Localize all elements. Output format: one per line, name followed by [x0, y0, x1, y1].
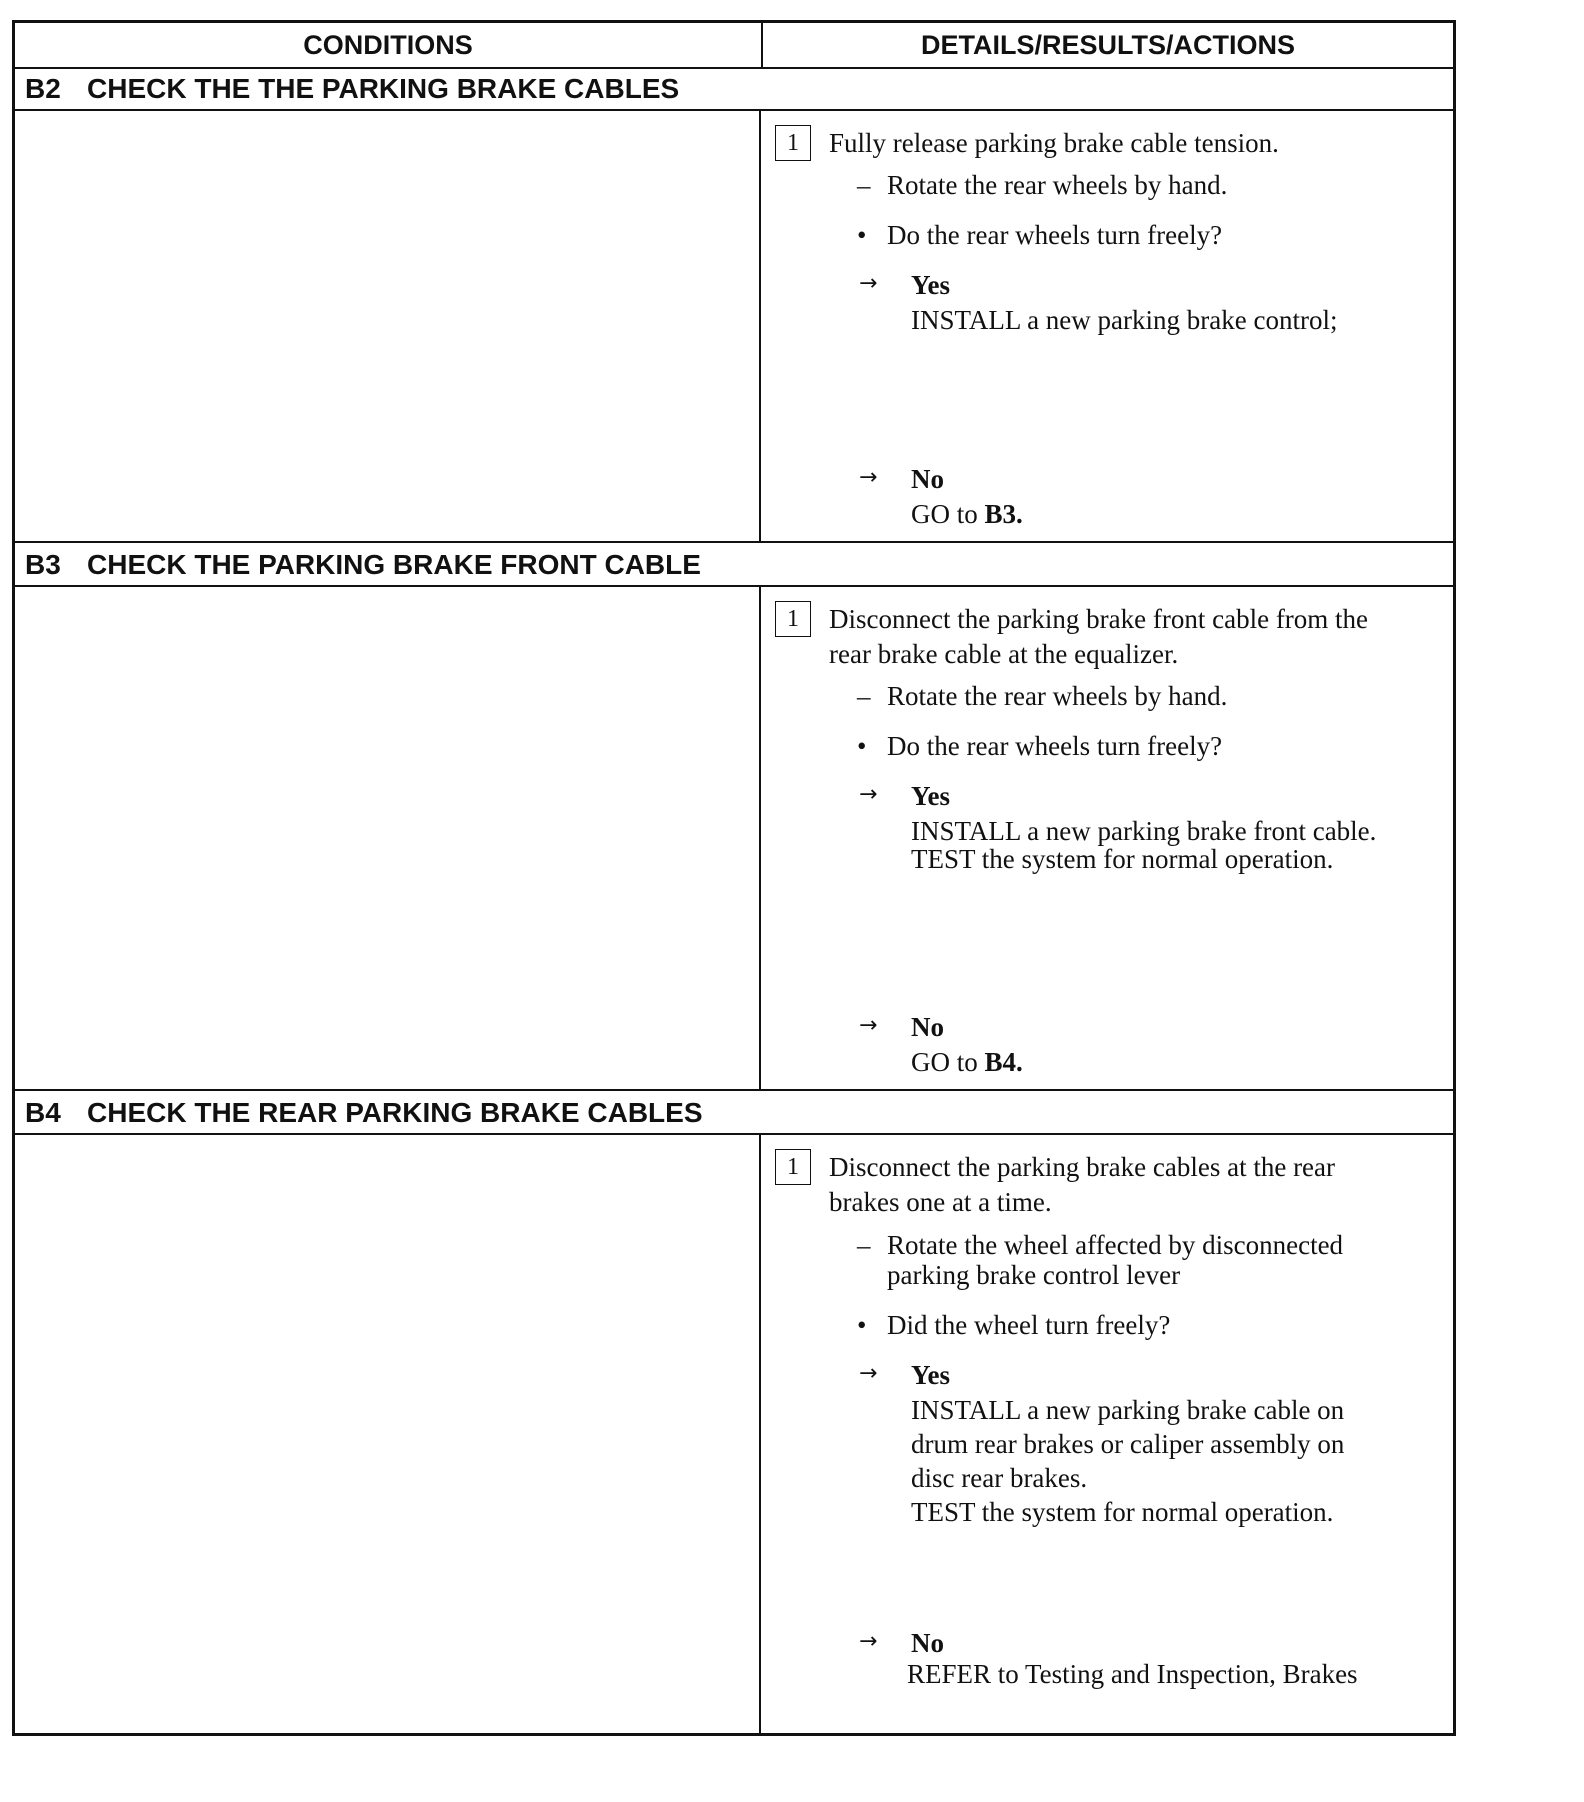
details-header: DETAILS/RESULTS/ACTIONS: [761, 23, 1453, 67]
dash-text-line-2: parking brake control lever: [887, 1260, 1181, 1290]
details-cell: [761, 587, 1453, 1089]
no-arrow-icon: →: [859, 1013, 878, 1038]
diagnostic-table: [12, 20, 1456, 1736]
yes-text-line-3: disc rear brakes.: [911, 1463, 1088, 1493]
section-title-b2: [15, 67, 1453, 111]
no-arrow-icon: →: [859, 1629, 878, 1654]
question-bullet: •: [857, 1310, 867, 1340]
conditions-cell: [15, 587, 761, 1089]
dash-bullet: –: [857, 170, 871, 200]
no-text: [907, 1658, 1358, 1691]
section-title-b3: [15, 543, 1453, 587]
section-title-text: CHECK THE PARKING BRAKE FRONT CABLE: [87, 549, 701, 580]
section-title-b4: [15, 1091, 1453, 1135]
yes-label: Yes: [911, 270, 950, 300]
yes-text-line-4: TEST the system for normal operation.: [911, 1497, 1334, 1527]
yes-arrow-icon: →: [859, 782, 878, 807]
section-body-b2: [15, 111, 1453, 543]
step-number-box: 1: [775, 601, 811, 637]
dash-text-line-1: Rotate the wheel affected by disconnected: [887, 1230, 1344, 1260]
no-text: [911, 498, 1023, 531]
question-bullet: •: [857, 220, 867, 250]
section-id: B4: [25, 1097, 61, 1128]
no-ref: B4.: [984, 1047, 1023, 1077]
section-title-text: CHECK THE REAR PARKING BRAKE CABLES: [87, 1097, 703, 1128]
step-text: Fully release parking brake cable tension.: [829, 128, 1279, 158]
step-number-box: 1: [775, 1149, 811, 1185]
question-text: Do the rear wheels turn freely?: [887, 220, 1223, 250]
section-id: B2: [25, 73, 61, 104]
yes-text-line-2: TEST the system for normal operation.: [911, 844, 1334, 874]
dash-bullet: –: [857, 1230, 871, 1260]
details-cell: [761, 1135, 1453, 1733]
no-prefix: GO to: [911, 1047, 985, 1077]
yes-label: Yes: [911, 1360, 950, 1390]
step-text-line-2: brakes one at a time.: [829, 1187, 1052, 1217]
dash-text: Rotate the rear wheels by hand.: [887, 170, 1228, 200]
no-label: No: [911, 1628, 944, 1658]
question-text: Do the rear wheels turn freely?: [887, 731, 1223, 761]
section-body-b3: [15, 587, 1453, 1091]
table-header: [15, 23, 1453, 69]
dash-text: Rotate the rear wheels by hand.: [887, 681, 1228, 711]
no-label: No: [911, 1012, 944, 1042]
step-text-line-1: Disconnect the parking brake front cable from the: [829, 604, 1369, 634]
no-prefix: GO to: [911, 499, 985, 529]
yes-label: Yes: [911, 781, 950, 811]
section-id: B3: [25, 549, 61, 580]
yes-text-line-1: INSTALL a new parking brake front cable.: [911, 816, 1377, 846]
no-arrow-icon: →: [859, 465, 878, 490]
no-label: No: [911, 464, 944, 494]
yes-arrow-icon: →: [859, 1361, 878, 1386]
no-ref: B3.: [984, 499, 1023, 529]
question-bullet: •: [857, 731, 867, 761]
step-number-box: 1: [775, 125, 811, 161]
section-body-b4: [15, 1135, 1453, 1733]
yes-arrow-icon: →: [859, 271, 878, 296]
conditions-header: CONDITIONS: [303, 30, 473, 60]
yes-text-line-2: drum rear brakes or caliper assembly on: [911, 1429, 1345, 1459]
step-text-line-2: rear brake cable at the equalizer.: [829, 639, 1179, 669]
no-text: [911, 1046, 1023, 1079]
dash-bullet: –: [857, 681, 871, 711]
conditions-cell: [15, 1135, 761, 1733]
yes-text-line-1: INSTALL a new parking brake cable on: [911, 1395, 1345, 1425]
yes-text: INSTALL a new parking brake control;: [911, 305, 1338, 335]
question-text: Did the wheel turn freely?: [887, 1310, 1171, 1340]
details-cell: [761, 111, 1453, 541]
step-text-line-1: Disconnect the parking brake cables at the rear: [829, 1152, 1336, 1182]
conditions-cell: [15, 111, 761, 541]
section-title-text: CHECK THE THE PARKING BRAKE CABLES: [87, 73, 680, 104]
no-prefix: REFER to Testing and Inspection, Brakes: [907, 1659, 1358, 1689]
